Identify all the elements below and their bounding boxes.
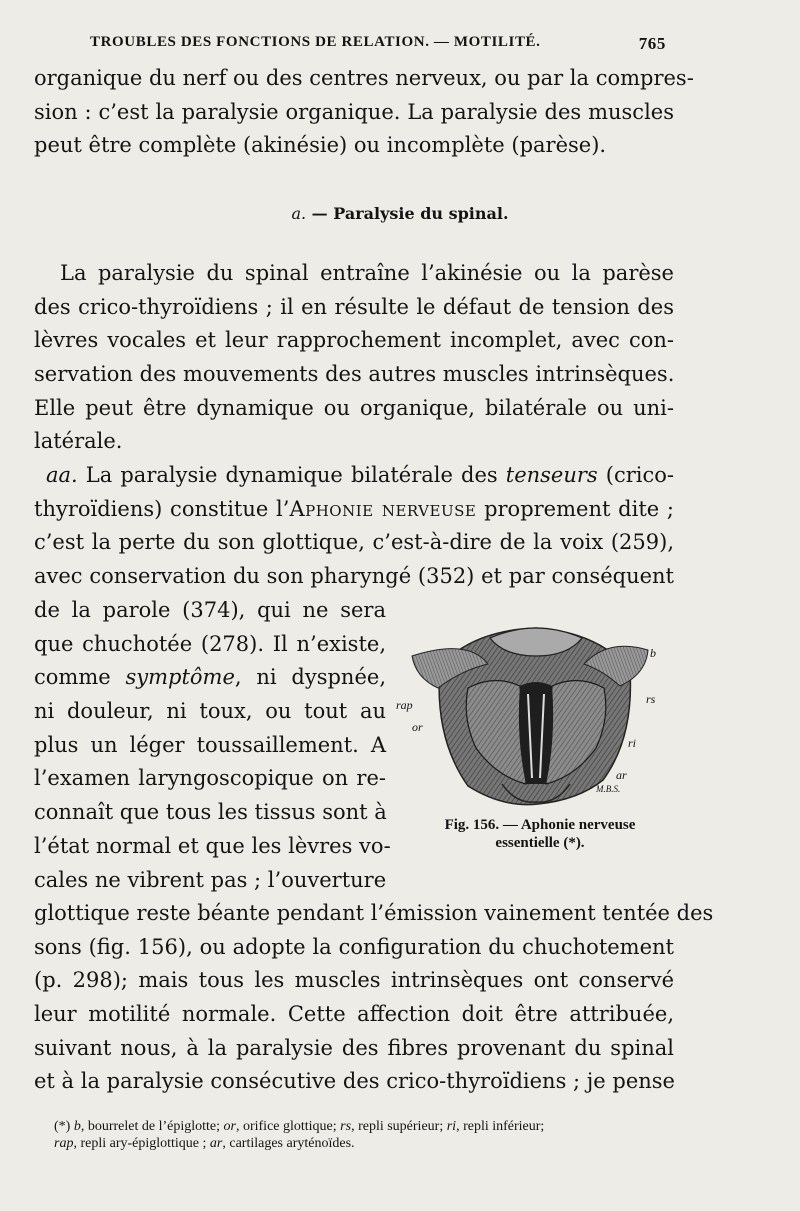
text-line: que chuchotée (278). Il n’existe, <box>34 631 386 656</box>
figure-label-rap: rap <box>396 698 413 712</box>
caption-line: essentielle (*). <box>495 835 585 851</box>
text-line: de la parole (374), qui ne sera <box>34 598 386 622</box>
figure-label-ar: ar <box>616 768 627 782</box>
engraver-signature: M.B.S. <box>596 784 621 794</box>
text-line: La paralysie du spinal entraîne l’akinésie ou la parèse <box>60 261 674 285</box>
text-line: suivant nous, à la paralysie des fibres provenant du spinal <box>34 1035 674 1060</box>
text-line: c’est la perte du son glottique, c’est-à-dire de la voix (259), <box>34 530 674 555</box>
text-line: cales ne vibrent pas ; l’ouverture <box>34 867 387 892</box>
text-line: ni douleur, ni toux, ou tout au <box>34 699 386 724</box>
text-run: , ni dyspnée, <box>234 665 386 690</box>
footnote-text: , bourrelet de l’épiglotte; <box>80 1119 224 1134</box>
text-line: peut être complète (akinésie) ou incomplète (parèse). <box>34 133 607 158</box>
figure-label-ri: ri <box>628 736 637 750</box>
figure-156-larynx-illustration <box>398 608 662 818</box>
paragraph-aphonie-wide-bottom <box>34 897 714 1099</box>
text-run: proprement dite ; <box>476 496 675 521</box>
footnote-key: b <box>73 1119 81 1134</box>
text-line: servation des mouvements des autres muscles intrinsèques. <box>34 362 675 387</box>
subheading-text: — Paralysie du spinal. <box>311 204 509 223</box>
subheading-letter: a. <box>291 204 307 223</box>
text-line: plus un léger toussaillement. A <box>34 732 386 757</box>
text-line: latérale. <box>34 429 123 454</box>
symptome-term: symptôme <box>125 665 235 690</box>
footnote-key: rs <box>340 1119 352 1134</box>
footnote <box>54 1118 674 1152</box>
paragraph-aphonie-narrow <box>34 594 391 897</box>
footnote-marker: (*) <box>54 1119 74 1134</box>
paragraph-spinal <box>34 257 674 459</box>
text-line: sons (fig. 156), ou adopte la configuration du chuchotement <box>34 934 674 959</box>
aphonie-term: Aphonie nerveuse <box>289 496 477 521</box>
text-line: l’état normal et que les lèvres vo- <box>34 833 391 858</box>
figure-caption <box>405 816 675 852</box>
text-line: des crico-thyroïdiens ; il en résulte le défaut de tension des <box>34 294 674 319</box>
section-subheading <box>0 204 800 223</box>
text-line: glottique reste béante pendant l’émission vainement tentée des <box>34 901 714 925</box>
text-line <box>34 661 386 695</box>
text-line: Elle peut être dynamique ou organique, bilatérale ou uni- <box>34 395 674 420</box>
text-line: l’examen laryngoscopique on re- <box>34 766 386 791</box>
text-line <box>34 493 674 527</box>
text-line: et à la paralysie consécutive des crico-thyroïdiens ; je pense <box>34 1069 675 1094</box>
text-line <box>34 459 674 493</box>
caption-line: Fig. 156. — Aphonie nerveuse <box>444 817 636 833</box>
text-line: organique du nerf ou des centres nerveux, ou par la compres- <box>34 66 694 90</box>
footnote-text: , repli ary-épiglottique ; <box>73 1136 210 1151</box>
paragraph-aphonie-wide-top <box>34 459 674 594</box>
page-number: 765 <box>638 34 666 53</box>
figure-label-or: or <box>412 720 423 734</box>
footnote-text: , repli supérieur; <box>351 1119 447 1134</box>
text-run: comme <box>34 665 126 690</box>
tenseurs-term: tenseurs <box>505 463 598 487</box>
text-line: avec conservation du son pharyngé (352) et par conséquent <box>34 564 674 589</box>
footnote-key: ri <box>446 1119 457 1134</box>
footnote-key: rap <box>54 1136 74 1151</box>
footnote-text: , orifice glottique; <box>235 1119 341 1134</box>
text-run: La paralysie dynamique bilatérale des <box>77 463 506 487</box>
footnote-key: or <box>223 1119 236 1134</box>
footnote-text: , repli inférieur; <box>456 1119 545 1134</box>
header-title: TROUBLES DES FONCTIONS DE RELATION. — MOTILITÉ. <box>90 34 541 50</box>
intro-paragraph <box>34 62 694 163</box>
footnote-text: , cartilages aryténoïdes. <box>222 1136 355 1151</box>
text-line: leur motilité normale. Cette affection doit être attribuée, <box>34 1002 674 1027</box>
larynx-engraving <box>398 608 662 818</box>
text-run: thyroïdiens) constitue l’ <box>34 496 290 521</box>
footnote-key: ar <box>209 1136 223 1151</box>
text-line: connaît que tous les tissus sont à <box>34 800 387 825</box>
text-line: sion : c’est la paralysie organique. La paralysie des muscles <box>34 99 674 124</box>
aa-marker: aa. <box>46 463 78 487</box>
figure-label-b: b <box>650 646 656 660</box>
text-line: (p. 298); mais tous les muscles intrinsèques ont conservé <box>34 968 674 993</box>
text-line: lèvres vocales et leur rapprochement incomplet, avec con- <box>34 328 674 353</box>
figure-label-rs: rs <box>646 692 656 706</box>
text-run: (crico- <box>597 463 675 487</box>
